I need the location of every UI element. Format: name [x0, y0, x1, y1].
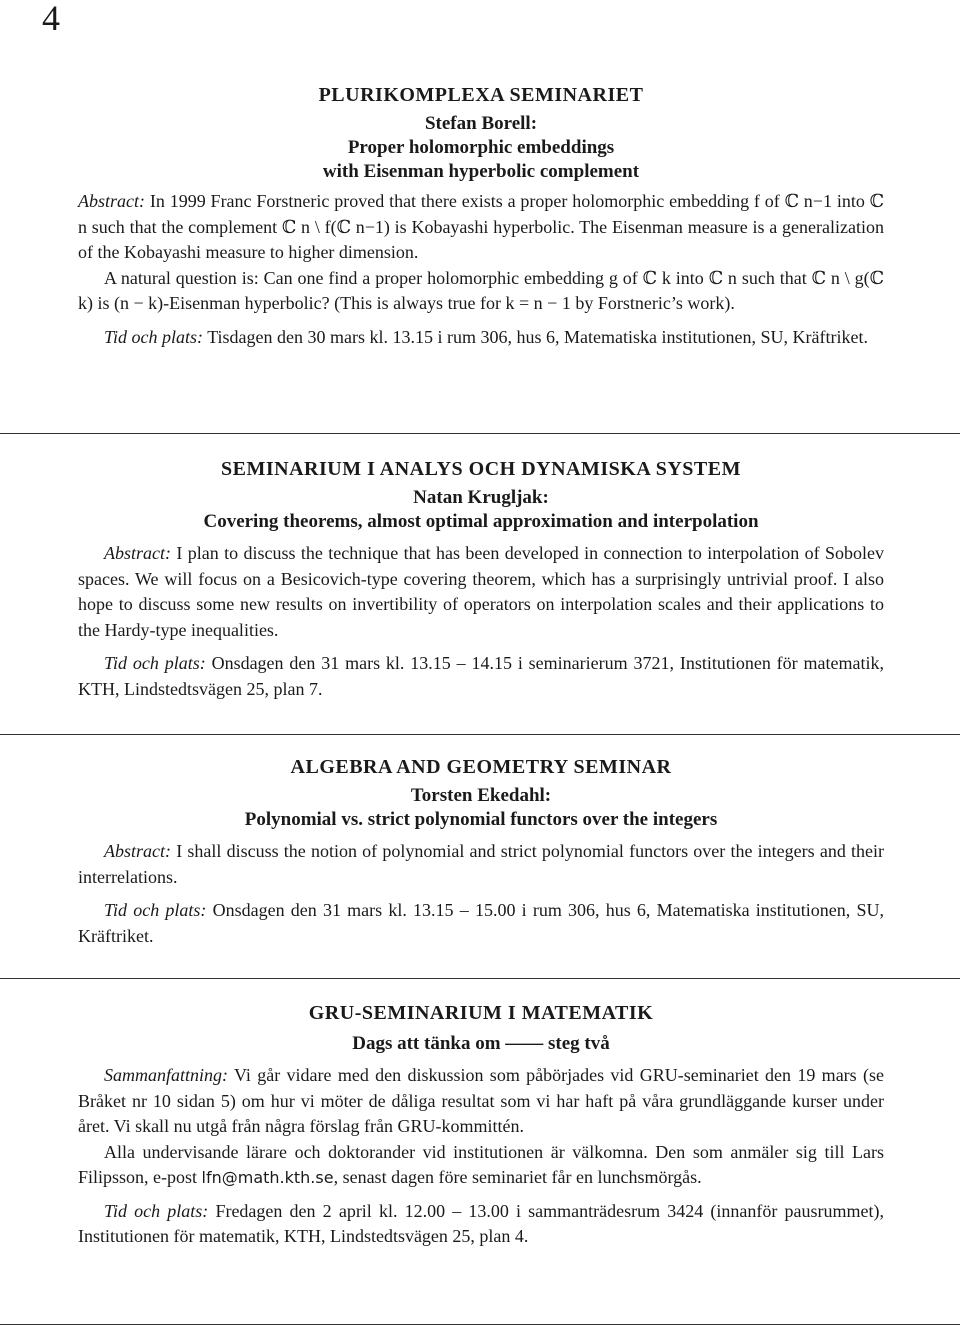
abstract-label: Abstract: — [104, 543, 171, 563]
section-analys — [78, 458, 884, 702]
section-divider — [0, 734, 960, 735]
abstract-text: In 1999 Franc Forstneric proved that there exists a proper holomorphic embedding f of ℂ n−1 into ℂ n such that the complement ℂ n \ f(ℂ n−1) is Kobayashi hyperbolic. The Eisenman measure is a generalization of the Kobayashi measure to higher dimension. — [78, 191, 884, 262]
talk-title-line1: Polynomial vs. strict polynomial functors over the integers — [244, 809, 718, 830]
abstract-paragraph-2: A natural question is: Can one find a proper holomorphic embedding g of ℂ k into ℂ n such that ℂ n \ g(ℂ k) is (n − k)-Eisenman hyperbolic? (This is always true for k = n − 1 by Forstneric’s work). — [78, 267, 884, 313]
speaker-name: Natan Krugljak: — [413, 487, 549, 508]
time-place — [78, 1199, 884, 1250]
abstract-label: Sammanfattning: — [104, 1065, 228, 1085]
abstract-text: Vi går vidare med den diskussion som påbörjades vid GRU-seminariet den 19 mars (se Bråket nr 10 sidan 5) om hur vi möter de dåliga resultat som vi har haft på våra grundläggande kurser under året. Vi skall nu utgå från några förslag från GRU-kommittén. — [78, 1065, 884, 1136]
time-place-text: Onsdagen den 31 mars kl. 13.15 – 15.00 i rum 306, hus 6, Matematiska institutionen, SU, Kräftriket. — [78, 900, 884, 946]
speaker-name: Torsten Ekedahl: — [410, 785, 552, 806]
time-place-text: Onsdagen den 31 mars kl. 13.15 – 14.15 i seminarierum 3721, Institutionen för matematik, KTH, Lindstedtsvägen 25, plan 7. — [78, 653, 884, 699]
time-place-label: Tid och plats: — [104, 326, 204, 347]
time-place — [78, 325, 884, 351]
talk-title-line2: with Eisenman hyperbolic complement — [322, 161, 640, 182]
time-place-text: Fredagen den 2 april kl. 12.00 – 13.00 i sammanträdesrum 3424 (innanför pausrummet), Institutionen för matematik, KTH, Lindstedtsvägen 25, plan 4. — [78, 1200, 884, 1246]
email-address[interactable]: lfn@math.kth.se — [201, 1168, 334, 1187]
abstract-paragraph-2 — [78, 1140, 884, 1191]
section-algebra — [78, 756, 884, 949]
section-divider — [0, 1324, 960, 1325]
page-number: 4 — [42, 0, 60, 38]
section-plurikomplexa — [78, 84, 884, 350]
section-divider — [0, 433, 960, 434]
section-title: SEMINARIUM I ANALYS OCH DYNAMISKA SYSTEM — [221, 458, 741, 480]
time-place-text: Tisdagen den 30 mars kl. 13.15 i rum 306, hus 6, Matematiska institutionen, SU, Kräftriket. — [203, 326, 868, 347]
abstract-paragraph — [78, 1063, 884, 1140]
abstract-paragraph — [78, 189, 884, 266]
abstract-text-2b: , senast dagen före seminariet får en lunchsmörgås. — [333, 1167, 702, 1187]
section-title: PLURIKOMPLEXA SEMINARIET — [318, 84, 644, 106]
section-divider — [0, 978, 960, 979]
speaker-name: Stefan Borell: — [424, 113, 538, 134]
abstract-paragraph — [78, 839, 884, 890]
abstract-label: Abstract: — [78, 191, 145, 211]
talk-title-line1: Proper holomorphic embeddings — [347, 137, 615, 158]
abstract-text: I shall discuss the notion of polynomial and strict polynomial functors over the integers and their interrelations. — [78, 841, 884, 887]
time-place — [78, 651, 884, 702]
time-place-label: Tid och plats: — [104, 653, 206, 673]
abstract-label: Abstract: — [104, 841, 171, 861]
talk-title-line1: Covering theorems, almost optimal approximation and interpolation — [203, 511, 759, 532]
section-title: ALGEBRA AND GEOMETRY SEMINAR — [290, 756, 672, 778]
talk-title-line1: Dags att tänka om —— steg två — [352, 1033, 610, 1054]
abstract-text: I plan to discuss the technique that has been developed in connection to interpolation of Sobolev spaces. We will focus on a Besicovich-type covering theorem, which has a surprisingly untrivial proof. I also hope to discuss some new results on invertibility of operators on interpolation scales and their applications to the Hardy-type inequalities. — [78, 543, 884, 640]
section-gru — [78, 1002, 884, 1250]
section-title: GRU-SEMINARIUM I MATEMATIK — [308, 1002, 654, 1024]
time-place-label: Tid och plats: — [104, 1200, 209, 1221]
abstract-text-2a: Alla undervisande lärare och doktorander vid institutionen är välkomna. Den som anmäler sig till Lars Filipsson, e-post — [78, 1141, 884, 1187]
time-place — [78, 898, 884, 949]
abstract-paragraph — [78, 541, 884, 643]
time-place-label: Tid och plats: — [104, 900, 207, 920]
